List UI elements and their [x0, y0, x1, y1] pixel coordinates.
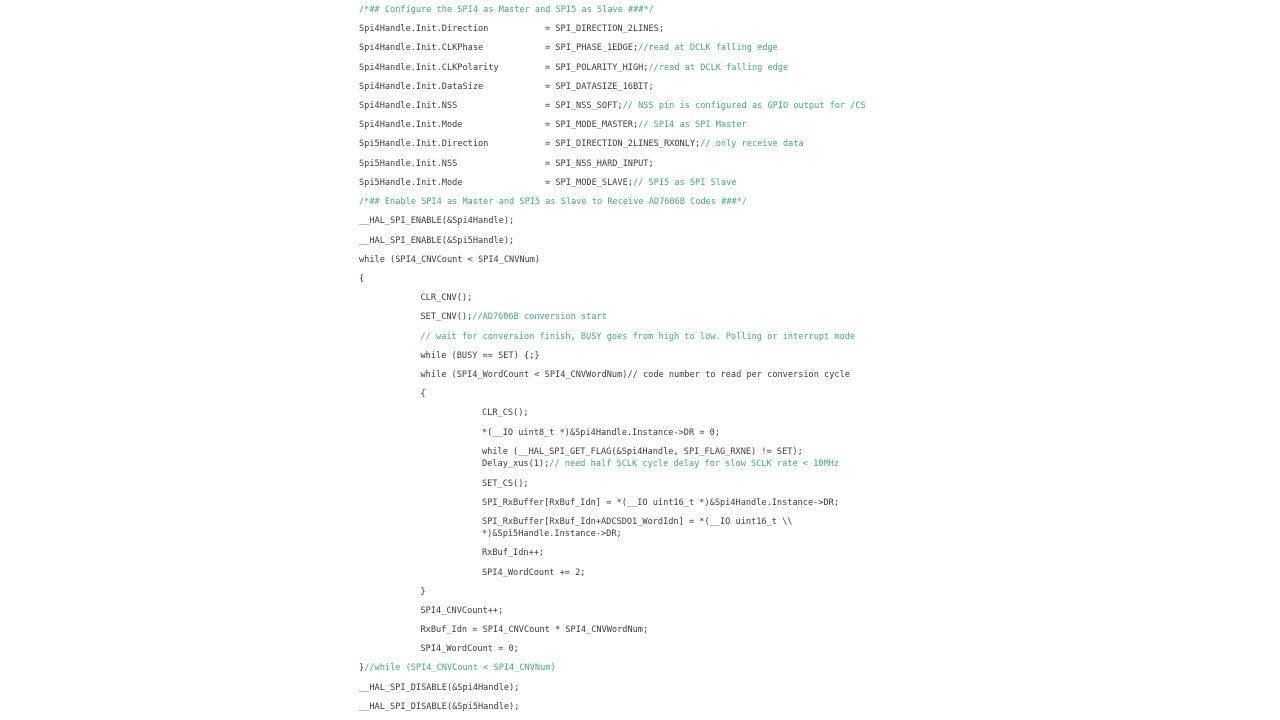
code-text: Spi4Handle.Init.CLKPolarity — [359, 62, 499, 73]
code-line-enable-spi5 — [359, 236, 514, 247]
code-line-rxbuffer-spi5-cont — [482, 529, 622, 540]
code-text: CLR_CNV(); — [420, 292, 473, 303]
code-text: RxBuf_Idn = SPI4_CNVCount * SPI4_CNVWordNum; — [420, 624, 649, 635]
code-text: = SPI_MODE_SLAVE; — [545, 177, 633, 188]
code-line-spi5-direction — [359, 138, 804, 150]
code-text: Spi4Handle.Init.DataSize — [359, 81, 484, 92]
code-text: *)&Spi5Handle.Instance->DR; — [482, 528, 622, 539]
code-line-spi4-nss — [359, 100, 866, 112]
code-segment — [545, 43, 778, 54]
code-comment: // NSS pin is configured as GPIO output for /CS — [622, 100, 866, 111]
code-segment — [545, 63, 788, 74]
code-line-wordcount-reset — [421, 644, 519, 655]
code-text: = SPI_POLARITY_HIGH; — [545, 62, 649, 73]
code-text: = SPI_PHASE_1EDGE; — [545, 42, 639, 53]
code-text: Spi4Handle.Init.Mode — [359, 119, 463, 130]
code-comment: //AD7606B conversion start — [472, 311, 607, 322]
code-text: Spi4Handle.Init.NSS — [359, 100, 458, 111]
code-comment: //while (SPI4_CNVCount < SPI4_CNVNum) — [364, 662, 556, 673]
code-line-enable-spi4 — [359, 216, 514, 227]
code-line-rxbuffer-spi5 — [482, 517, 792, 528]
code-line-clr-cs — [482, 408, 529, 419]
code-text: = SPI_DIRECTION_2LINES_RXONLY; — [545, 138, 701, 149]
code-comment: /*## Enable SPI4 as Master and SPI5 as Slave to Receive AD7606B Codes ###*/ — [359, 196, 748, 207]
code-line-open-brace-1 — [359, 274, 364, 285]
code-comment: //read at DCLK falling edge — [648, 62, 789, 73]
code-text: } — [420, 586, 426, 597]
code-text: Spi5Handle.Init.Mode — [359, 177, 463, 188]
code-comment: //read at DCLK falling edge — [638, 42, 778, 53]
code-line-write-dr — [482, 428, 720, 439]
code-line-disable-spi4 — [359, 683, 519, 694]
code-line-rxbuf-inc — [482, 548, 544, 559]
code-line-delay — [482, 459, 839, 470]
code-text: while (__HAL_SPI_GET_FLAG(&Spi4Handle, SPI_FLAG_RXNE) != SET); — [482, 446, 803, 457]
code-text: Spi4Handle.Init.CLKPhase — [359, 42, 484, 53]
code-line-spi4-mode — [359, 119, 747, 131]
code-line-while-busy — [421, 351, 540, 362]
code-comment: // wait for conversion finish, BUSY goes from high to low. Polling or interrupt mode — [420, 331, 856, 342]
code-line-set-cs — [482, 479, 529, 490]
code-line-comment-enable — [359, 197, 747, 208]
code-text: while (SPI4_WordCount < SPI4_CNVWordNum)// code number to read per conversion cycle — [420, 369, 850, 380]
code-line-while-cnv — [359, 255, 540, 266]
code-line-rxbuf-idn-assign — [421, 625, 649, 636]
code-line-while-flag — [482, 447, 803, 458]
code-line-spi5-nss — [359, 158, 654, 170]
code-text: Delay_xus(1); — [482, 458, 550, 469]
code-text: { — [359, 273, 365, 284]
code-text: { — [420, 388, 426, 399]
code-text: SPI4_CNVCount++; — [420, 605, 504, 616]
code-segment — [545, 139, 804, 150]
code-line-while-word — [421, 370, 850, 381]
code-line-wordcount-inc — [482, 568, 585, 579]
code-text: RxBuf_Idn++; — [482, 547, 545, 558]
code-text: __HAL_SPI_ENABLE(&Spi4Handle); — [359, 215, 515, 226]
code-line-disable-spi5 — [359, 702, 519, 713]
code-text: SPI_RxBuffer[RxBuf_Idn] = *(__IO uint16_t *)&Spi4Handle.Instance->DR; — [482, 497, 839, 508]
code-text: while (BUSY == SET) {;} — [420, 350, 540, 361]
code-text: __HAL_SPI_DISABLE(&Spi4Handle); — [359, 682, 520, 693]
code-comment: // only receive data — [700, 138, 804, 149]
code-text: = SPI_MODE_MASTER; — [545, 119, 639, 130]
code-text: SET_CS(); — [482, 478, 529, 489]
code-text: while (SPI4_CNVCount < SPI4_CNVNum) — [359, 254, 541, 265]
code-comment: // need half SCLK cycle delay for slow SCLK rate < 10MHz — [549, 458, 840, 469]
code-text: __HAL_SPI_ENABLE(&Spi5Handle); — [359, 235, 515, 246]
code-line-clr-cnv — [421, 293, 473, 304]
code-text: *(__IO uint8_t *)&Spi4Handle.Instance->DR = 0; — [482, 427, 720, 438]
code-line-close-brace-1 — [359, 663, 556, 674]
code-line-set-cnv — [421, 312, 607, 323]
code-segment — [545, 178, 736, 189]
code-text: Spi4Handle.Init.Direction — [359, 23, 489, 34]
code-text: Spi5Handle.Init.Direction — [359, 138, 489, 149]
code-line-cnvcount-inc — [421, 606, 504, 617]
code-text: __HAL_SPI_DISABLE(&Spi5Handle); — [359, 701, 520, 712]
code-segment — [545, 101, 866, 112]
code-text: = SPI_NSS_SOFT; — [545, 100, 623, 111]
code-text: SPI_RxBuffer[RxBuf_Idn+ADCSDO1_WordIdn] = *(__IO uint16_t \\ — [482, 516, 793, 527]
code-comment: // SPI5 as SPI Slave — [632, 177, 737, 188]
code-comment: // SPI4 as SPI Master — [638, 119, 747, 130]
code-text: SPI4_WordCount += 2; — [482, 567, 586, 578]
code-line-spi4-clkphase — [359, 42, 778, 54]
code-text: SPI4_WordCount = 0; — [420, 643, 519, 654]
code-text: = SPI_DATASIZE_16BIT; — [545, 81, 654, 92]
code-text: = SPI_DIRECTION_2LINES; — [545, 23, 664, 34]
code-line-spi4-direction — [359, 23, 664, 35]
code-text: } — [359, 662, 365, 673]
code-comment: /*## Configure the SPI4 as Master and SPI5 as Slave ###*/ — [359, 4, 654, 15]
code-line-spi4-datasize — [359, 81, 654, 93]
code-segment — [545, 120, 747, 131]
code-text: Spi5Handle.Init.NSS — [359, 158, 458, 169]
code-text: CLR_CS(); — [482, 407, 529, 418]
code-text: = SPI_NSS_HARD_INPUT; — [545, 158, 654, 169]
code-line-spi5-mode — [359, 177, 737, 189]
code-line-spi4-clkpolarity — [359, 62, 789, 74]
code-line-comment-wait — [421, 332, 856, 343]
code-line-open-brace-2 — [421, 389, 426, 400]
code-line-close-brace-2 — [421, 587, 426, 598]
code-text: SET_CNV(); — [420, 311, 473, 322]
code-line-rxbuffer-spi4 — [482, 498, 839, 509]
code-line-comment-configure — [359, 5, 654, 16]
